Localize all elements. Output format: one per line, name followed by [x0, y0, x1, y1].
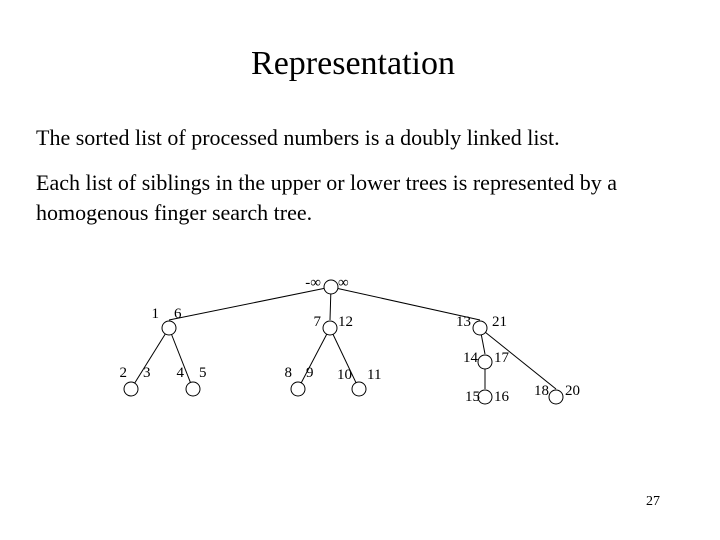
label-c1a-left: 15	[465, 389, 480, 405]
tree-node-a2	[186, 382, 200, 396]
page-number: 27	[646, 494, 660, 509]
label-root-left: -∞	[305, 275, 321, 291]
tree-node-c	[473, 321, 487, 335]
label-b2-right: 11	[367, 367, 382, 383]
label-b1-left: 8	[284, 365, 292, 381]
paragraph-linked-list: The sorted list of processed numbers is a doubly linked list.	[36, 125, 560, 150]
label-c2-left: 18	[534, 383, 549, 399]
label-c1a-right: 16	[494, 389, 509, 405]
tree-node-c1a	[478, 390, 492, 404]
tree-node-b1	[291, 382, 305, 396]
tree-node-root	[324, 280, 338, 294]
label-b2-left: 10	[337, 367, 352, 383]
label-a2-right: 5	[199, 365, 207, 381]
tree-node-c1	[478, 355, 492, 369]
label-root-right: ∞	[338, 275, 349, 291]
label-c-left: 13	[456, 314, 471, 330]
tree-node-a	[162, 321, 176, 335]
label-c1-right: 17	[494, 350, 509, 366]
tree-node-a1	[124, 382, 138, 396]
tree-node-b2	[352, 382, 366, 396]
label-c1-left: 14	[463, 350, 478, 366]
label-a-right: 6	[174, 306, 182, 322]
label-a2-left: 4	[176, 365, 184, 381]
slide-title: Representation	[251, 45, 455, 82]
tree-node-c2	[549, 390, 563, 404]
paragraph-finger-search-tree: Each list of siblings in the upper or lower trees is represented by a homogenous finger search tree.	[36, 170, 618, 225]
label-b-right: 12	[338, 314, 353, 330]
label-b-left: 7	[313, 314, 321, 330]
edge-b-b1	[298, 328, 330, 389]
label-a-left: 1	[151, 306, 159, 322]
tree-node-b	[323, 321, 337, 335]
label-a1-right: 3	[143, 365, 151, 381]
label-b1-right: 9	[306, 365, 314, 381]
label-c-right: 21	[492, 314, 507, 330]
edge-root-a	[169, 287, 331, 320]
label-c2-right: 20	[565, 383, 580, 399]
label-a1-left: 2	[119, 365, 127, 381]
